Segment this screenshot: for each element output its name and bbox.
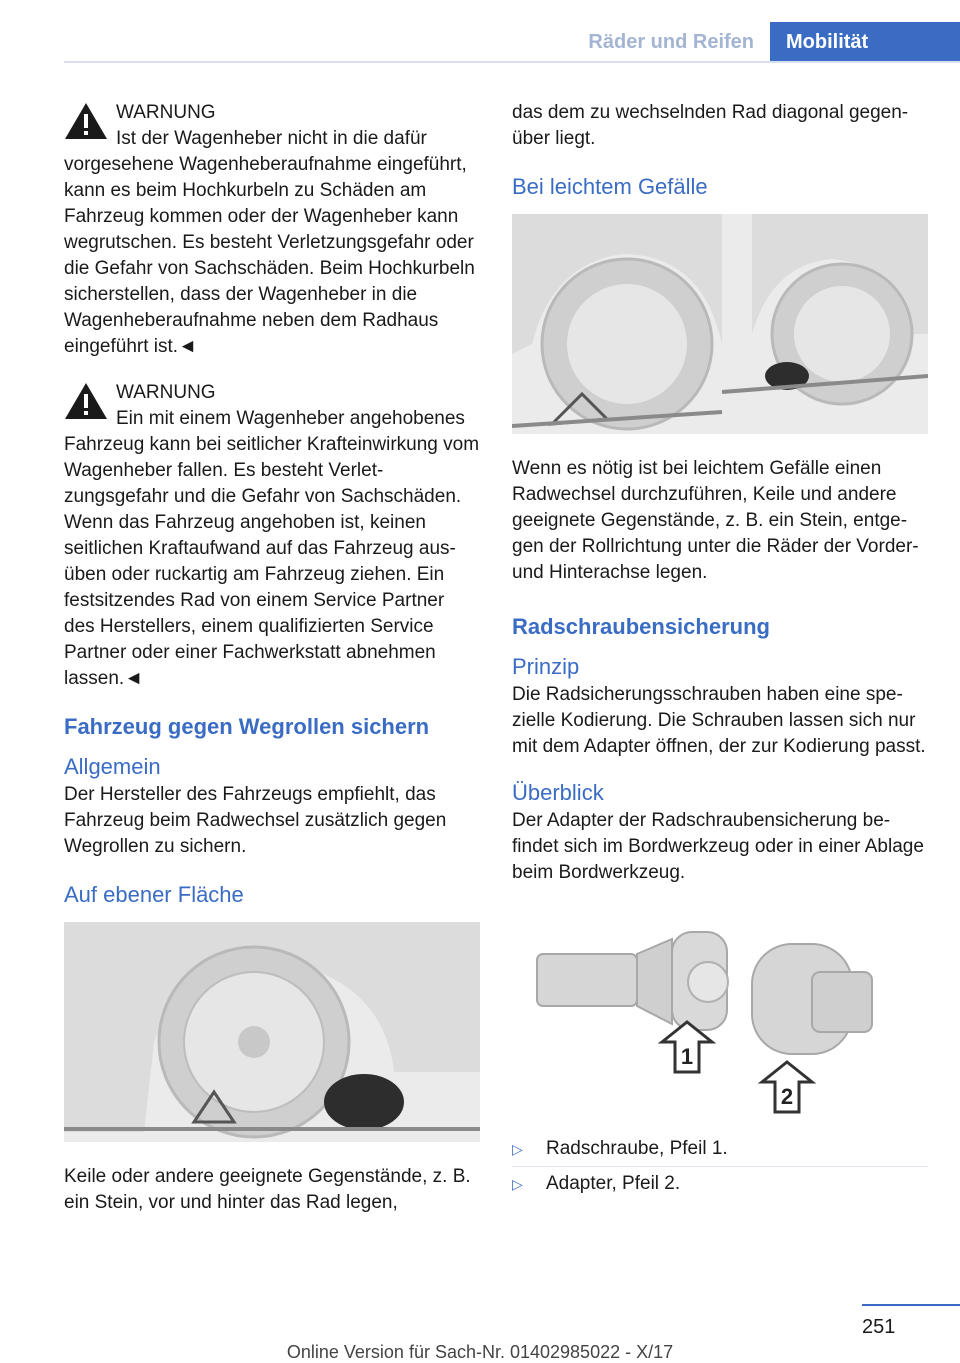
arrow-label-2: 2 xyxy=(780,1084,794,1109)
warning-text xyxy=(64,406,480,692)
warning-lead: Ein mit einem Wagenheber angehobenes xyxy=(116,408,465,429)
paragraph-general: Der Hersteller des Fahrzeugs empfiehlt, das Fahrzeug beim Radwechsel zusätzlich gegen Wegrollen zu sichern. xyxy=(64,784,447,857)
header-section-label: Räder und Reifen xyxy=(588,31,754,53)
heading-overview: Überblick xyxy=(512,780,604,805)
triangle-bullet-icon: ▷ xyxy=(512,1176,523,1192)
list-item-text: Adapter, Pfeil 2. xyxy=(546,1173,681,1194)
warning-triangle-icon xyxy=(64,382,108,420)
left-column xyxy=(64,100,480,1216)
list-item xyxy=(512,1166,928,1201)
footer-version: Online Version für Sach-Nr. 01402985022 - X/17 xyxy=(286,1342,674,1362)
warning-block-1 xyxy=(64,100,480,360)
warning-body: Fahrzeug kann bei seitlicher Krafteinwirkung vom Wagenheber fallen. Es besteht Verletzungsgefahr und die Gefahr von Sachschäden. Wenn das Fahrzeug angehoben ist, keinen seitlichen Kraftaufwand auf das Fahrzeug ausüben oder ruckartig am Fahrzeug ziehen. Ein festsitzendes Rad von einem Service Partner des Herstellers, einem qualifizierten Service Partner oder einer Fachwerkstatt abnehmen lassen.◄ xyxy=(64,434,480,689)
triangle-bullet-icon: ▷ xyxy=(512,1141,523,1157)
heading-principle: Prinzip xyxy=(512,654,580,679)
heading-wheel-lock: Radschraubensicherung xyxy=(512,614,770,639)
paragraph-slope: Wenn es nötig ist bei leichtem Gefälle einen Radwechsel durchzuführen, Keile und andere geeignete Gegenstände, z. B. ein Stein, entgegen der Rollrichtung unter die Räder der Vorder- und Hinterachse legen. xyxy=(512,458,919,583)
list-item-text: Radschraube, Pfeil 1. xyxy=(546,1138,728,1159)
parts-list xyxy=(512,1132,928,1201)
warning-lead: Ist der Wagenheber nicht in die dafür xyxy=(116,128,427,149)
paragraph-principle: Die Radsicherungsschrauben haben eine spezielle Kodierung. Die Schrauben lassen sich nur mit dem Adapter öffnen, der zur Kodierung passt. xyxy=(512,684,926,757)
wheel-bolt-adapter-illustration xyxy=(512,894,928,1114)
paragraph-continued: das dem zu wechselnden Rad diagonal gegenüber liegt. xyxy=(512,102,909,149)
heading-general: Allgemein xyxy=(64,754,161,779)
header-tabs xyxy=(572,22,960,62)
wheel-chock-slope-illustration xyxy=(512,214,928,434)
right-column xyxy=(512,100,928,1201)
warning-title: WARNUNG xyxy=(116,102,216,123)
footer-divider xyxy=(862,1304,960,1306)
header-divider xyxy=(64,61,960,63)
heading-slope: Bei leichtem Gefälle xyxy=(512,174,708,199)
heading-secure-vehicle: Fahrzeug gegen Wegrollen sichern xyxy=(64,714,430,739)
arrow-label-1: 1 xyxy=(680,1044,694,1069)
list-item xyxy=(512,1132,928,1166)
paragraph-overview: Der Adapter der Radschraubensicherung befindet sich im Bordwerkzeug oder in einer Ablage beim Bordwerkzeug. xyxy=(512,810,924,883)
wheel-chock-flat-illustration xyxy=(64,922,480,1142)
page-number: 251 xyxy=(862,1316,896,1338)
warning-block-2 xyxy=(64,380,480,692)
warning-body: vorgesehene Wagenheberaufnahme eingeführt, kann es beim Hochkurbeln zu Schäden am Fahrzeug kommen oder der Wagenheber kann wegrutschen. Es besteht Verletzungsgefahr oder die Gefahr von Sachschäden. Beim Hochkurbeln sicherstellen, dass der Wagenheber in die Wagenheberaufnahme neben dem Radhaus eingeführt ist.◄ xyxy=(64,154,475,357)
warning-text xyxy=(64,126,480,360)
warning-title: WARNUNG xyxy=(116,382,216,403)
paragraph-flat-surface: Keile oder andere geeignete Gegenstände, z. B. ein Stein, vor und hinter das Rad legen, xyxy=(64,1166,471,1213)
header-chapter-tab: Mobilität xyxy=(770,22,960,62)
heading-flat-surface: Auf ebener Fläche xyxy=(64,882,244,907)
warning-triangle-icon xyxy=(64,102,108,140)
